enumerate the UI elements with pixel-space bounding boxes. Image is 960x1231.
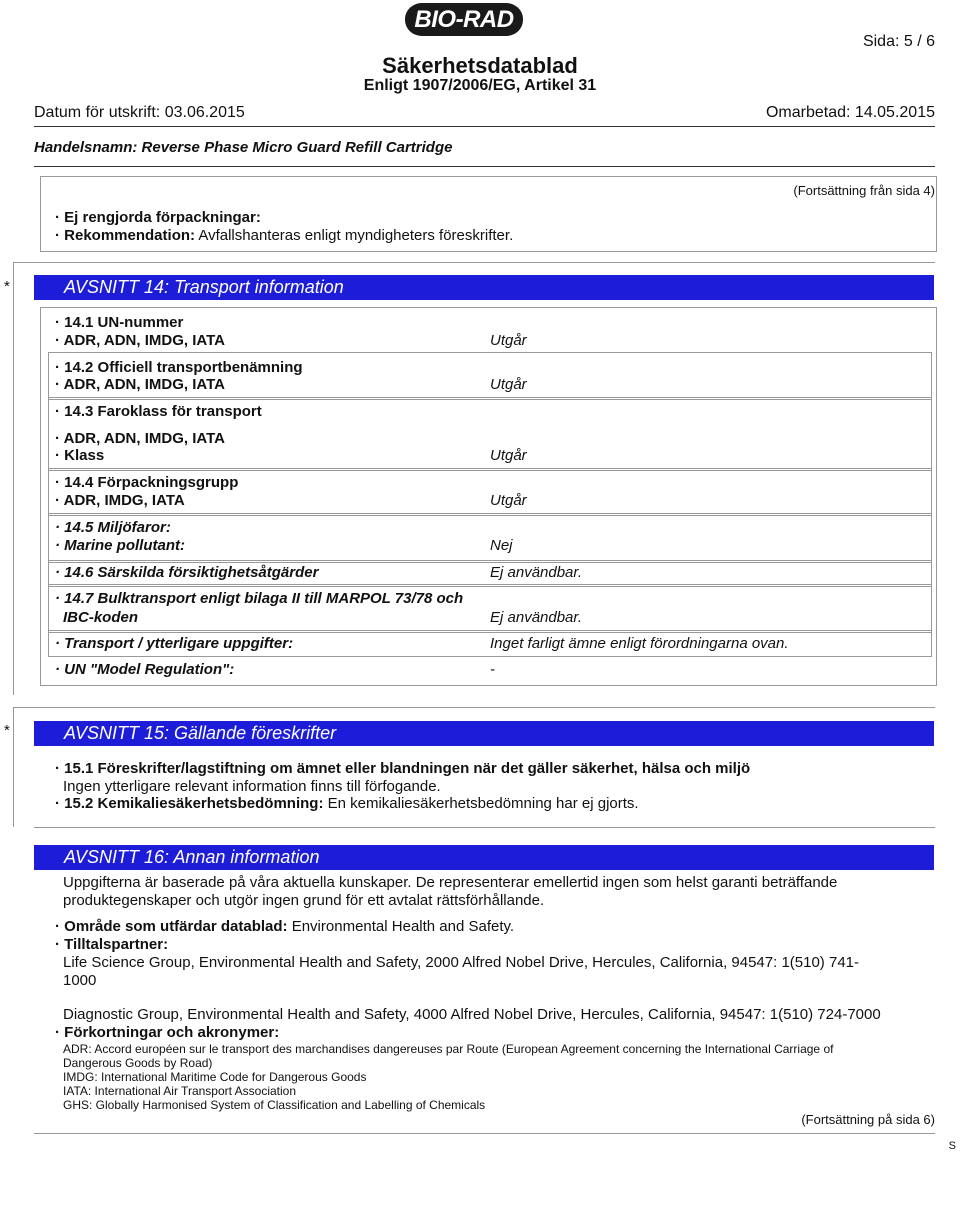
s14-row-label: · 14.2 Officiell transportbenämning — [55, 359, 303, 376]
s16-abbr-item: ADR: Accord européen sur le transport des marchandises dangereuses par Route (European Agreement concerning the International Carriage of — [63, 1042, 834, 1056]
s14-row-value: - — [490, 661, 495, 678]
s14-row-value: Ej användbar. — [490, 609, 583, 626]
changed-marker: * — [4, 278, 10, 295]
s15-no-info: Ingen ytterligare relevant information finns till förfogande. — [63, 778, 441, 795]
section14-left-rule — [13, 262, 14, 695]
recommendation-line — [55, 227, 513, 244]
s16-abbr-label: · Förkortningar och akronymer: — [55, 1024, 280, 1041]
s16-issuer — [55, 918, 514, 935]
section15-left-rule — [13, 707, 14, 827]
s14-row-label: · Transport / ytterligare uppgifter: — [55, 635, 294, 652]
s14-row-value: Utgår — [490, 332, 527, 349]
s14-row-label: · UN "Model Regulation": — [55, 661, 235, 678]
continued-from: (Fortsättning från sida 4) — [793, 183, 935, 198]
s16-issuer-label: · Område som utfärdar datablad: — [55, 918, 288, 935]
s14-row-value: Ej användbar. — [490, 564, 583, 581]
header-divider — [34, 126, 935, 127]
s15-assessment-label: · 15.2 Kemikaliesäkerhetsbedömning: — [55, 795, 324, 812]
s16-contact-line1: Life Science Group, Environmental Health and Safety, 2000 Alfred Nobel Drive, Hercules, California, 94547: 1(510) 741- — [63, 954, 859, 971]
footer-mark: S — [948, 1140, 956, 1152]
s14-row-label: · ADR, ADN, IMDG, IATA — [55, 430, 225, 447]
s14-row-label: · 14.3 Faroklass för transport — [55, 403, 262, 420]
s15-assessment-value: En kemikaliesäkerhetsbedömning har ej gjorts. — [323, 795, 639, 812]
s14-row-label: IBC-koden — [63, 609, 138, 626]
section16-header: AVSNITT 16: Annan information — [34, 845, 934, 870]
section15-header: AVSNITT 15: Gällande föreskrifter — [34, 721, 934, 746]
footer-rule — [34, 1133, 935, 1134]
document-title: Säkerhetsdatablad — [382, 53, 578, 78]
s16-intro-line1: Uppgifterna är baserade på våra aktuella kunskaper. De representerar emellertid ingen som helst garanti beträffande — [63, 874, 838, 891]
bio-rad-logo — [405, 3, 523, 36]
s14-row-label: · ADR, IMDG, IATA — [55, 492, 185, 509]
s14-row-value: Utgår — [490, 376, 527, 393]
print-date: Datum för utskrift: 03.06.2015 — [34, 104, 245, 121]
section14-top-rule — [13, 262, 935, 263]
section15-top-rule — [13, 707, 935, 708]
s15-assessment — [55, 795, 639, 812]
s14-row-label: · 14.7 Bulktransport enligt bilaga II till MARPOL 73/78 och — [55, 590, 464, 607]
s14-row-label: · ADR, ADN, IMDG, IATA — [55, 332, 225, 349]
s14-row-label: · Klass — [55, 447, 105, 464]
s16-intro-line2: produktegenskaper och utgör ingen grund för ett avtalat rättsförhållande. — [63, 892, 545, 909]
continued-to: (Fortsättning på sida 6) — [801, 1112, 935, 1127]
s14-row-label: · 14.4 Förpackningsgrupp — [55, 474, 239, 491]
s14-row-value: Utgår — [490, 447, 527, 464]
s14-row-label: · 14.5 Miljöfaror: — [55, 519, 171, 536]
s14-row-label: · 14.6 Särskilda försiktighetsåtgärder — [55, 564, 319, 581]
s16-abbr-item: Dangerous Goods by Road) — [63, 1056, 213, 1070]
recommendation-value: Avfallshanteras enligt myndigheters föreskrifter. — [195, 227, 514, 244]
section16-top-rule — [34, 827, 935, 828]
s16-issuer-value: Environmental Health and Safety. — [287, 918, 515, 935]
s14-row-value: Utgår — [490, 492, 527, 509]
logo-text: BIO-RAD — [414, 6, 514, 33]
s14-row-value: Nej — [490, 537, 513, 554]
uncleaned-packaging-label: · Ej rengjorda förpackningar: — [55, 209, 261, 226]
s14-row-label: · 14.1 UN-nummer — [55, 314, 184, 331]
s14-row-label: · Marine pollutant: — [55, 537, 185, 554]
page-number: Sida: 5 / 6 — [862, 33, 935, 50]
s14-row-label: · ADR, ADN, IMDG, IATA — [55, 376, 225, 393]
revised-date: Omarbetad: 14.05.2015 — [765, 104, 935, 121]
s16-abbr-item: IATA: International Air Transport Association — [63, 1084, 297, 1098]
changed-marker: * — [4, 722, 10, 739]
section14-header: AVSNITT 14: Transport information — [34, 275, 934, 300]
product-divider — [34, 166, 935, 167]
product-name: Handelsnamn: Reverse Phase Micro Guard Refill Cartridge — [34, 139, 453, 156]
s15-legislation: · 15.1 Föreskrifter/lagstiftning om ämnet eller blandningen när det gäller säkerhet, hälsa och miljö — [55, 760, 751, 777]
s16-contact-line1-cont: 1000 — [63, 972, 97, 989]
s14-row-value: Inget farligt ämne enligt förordningarna ovan. — [490, 635, 789, 652]
s16-contact-label: · Tilltalspartner: — [55, 936, 169, 953]
s16-contact-line2: Diagnostic Group, Environmental Health and Safety, 4000 Alfred Nobel Drive, Hercules, California, 94547: 1(510) 724-7000 — [63, 1006, 881, 1023]
document-subtitle: Enligt 1907/2006/EG, Artikel 31 — [363, 77, 597, 94]
s16-abbr-item: GHS: Globally Harmonised System of Classification and Labelling of Chemicals — [63, 1098, 486, 1112]
recommendation-label: · Rekommendation: — [55, 227, 196, 244]
s16-abbr-item: IMDG: International Maritime Code for Dangerous Goods — [63, 1070, 367, 1084]
